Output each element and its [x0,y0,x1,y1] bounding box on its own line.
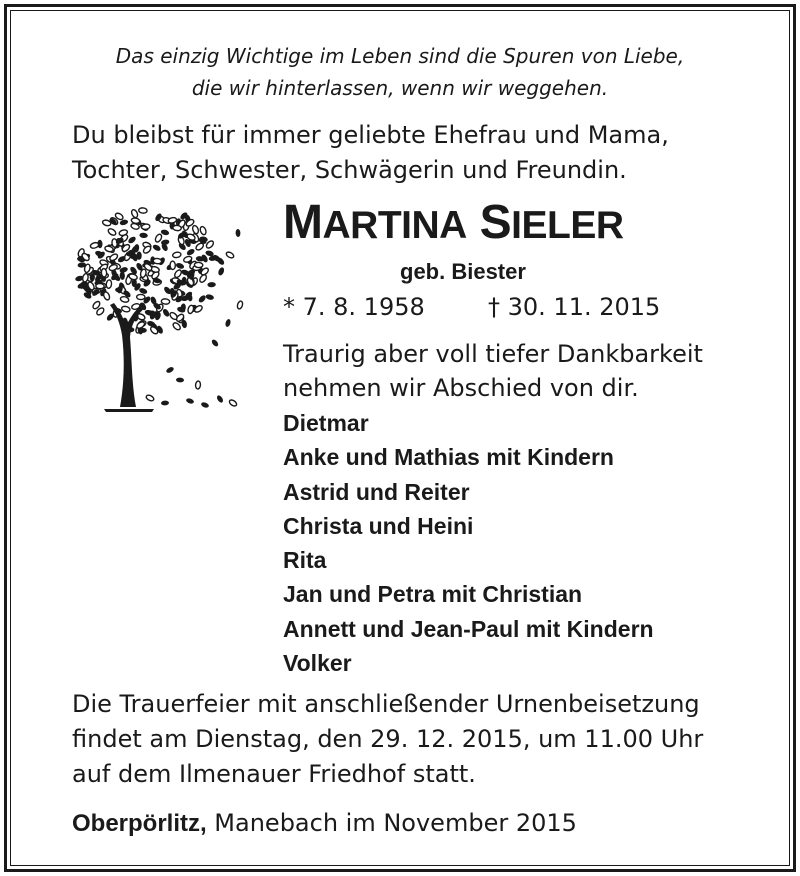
mourning-text [283,337,703,405]
family-member: Astrid und Reiter [283,478,470,505]
quote-line: die wir hinterlassen, wenn wir weggehen. [191,76,609,100]
leaf [228,399,237,407]
tree-icon [70,195,250,420]
leaf [107,227,117,236]
last-name-rest: IELER [511,204,624,247]
mourning-line: Traurig aber voll tiefer Dankbarkeit [283,340,703,368]
leaf [101,268,107,277]
leaf [192,225,200,235]
family-member: Volker [283,650,352,677]
leaf [96,283,105,289]
leaf [207,282,216,287]
birth-date: * 7. 8. 1958 [283,293,425,321]
leaf [108,264,118,272]
leaf [121,306,130,313]
leaf [141,224,150,230]
service-line: Die Trauerfeier mit anschließender Urnenbeisetzung [72,690,700,718]
family-member: Christa und Heini [283,512,474,539]
leaf [170,261,176,270]
leaf [103,291,111,301]
family-member: Rita [283,547,327,574]
leaf [235,229,240,237]
leaf [172,251,181,258]
intro-line: Du bleibst für immer geliebte Ehefrau und Mama, [72,121,669,149]
family-member: Anke und Mathias mit Kindern [283,444,614,471]
leaf [162,308,171,318]
leaf [127,235,137,244]
leaf [211,338,220,347]
leaf [131,217,140,224]
leaf [186,248,196,257]
family-member: Jan und Petra mit Christian [283,581,583,608]
leaf [175,262,185,270]
intro-text [72,118,669,188]
leaf [130,209,138,219]
family-member: Annett und Jean-Paul mit Kindern [283,615,654,642]
leaf [137,294,145,299]
leaf [109,253,119,262]
quote-line: Das einzig Wichtige im Leben sind die Spuren von Liebe, [115,44,685,68]
leaf [197,294,207,304]
leaf [165,366,174,374]
leaf [217,267,225,277]
leaf [205,294,214,301]
family-list [283,406,654,680]
intro-line: Tochter, Schwester, Schwägerin und Freundin. [72,156,627,184]
deceased-name [283,193,624,256]
leaf [187,305,194,315]
leaf [194,262,203,268]
footer-date: Manebach im November 2015 [206,809,577,837]
last-name-initial: S [479,196,512,249]
leaf [225,251,234,259]
leaf [176,377,184,382]
first-name-rest: ARTINA [322,204,467,247]
opening-quote [40,40,760,104]
leaf [106,280,112,289]
service-line: findet am Dienstag, den 29. 12. 2015, um 11.00 Uhr [72,725,704,753]
leaf [90,242,100,249]
leaf [152,243,162,252]
leaf [153,258,162,264]
service-info [72,687,703,792]
leaf [185,397,194,404]
birth-name: geb. Biester [400,259,526,284]
leaf [195,381,200,389]
first-name-initial: M [283,196,323,249]
leaf [199,226,207,236]
death-date: † 30. 11. 2015 [488,293,661,321]
service-line: auf dem Ilmenauer Friedhof statt. [72,760,476,788]
leaf [145,394,154,402]
leaf [216,394,224,403]
footer-location [72,806,577,841]
leaf [225,318,232,327]
leaf [139,232,148,238]
leaf [161,400,169,405]
mourning-line: nehmen wir Abschied von dir. [283,374,639,402]
family-member: Dietmar [283,410,369,436]
leaf [161,299,170,305]
leaf [200,401,209,408]
leaf [138,207,147,213]
footer-place: Oberpörlitz, [72,810,207,837]
leaf [173,225,182,231]
life-dates [283,290,660,324]
leaf [237,300,244,309]
